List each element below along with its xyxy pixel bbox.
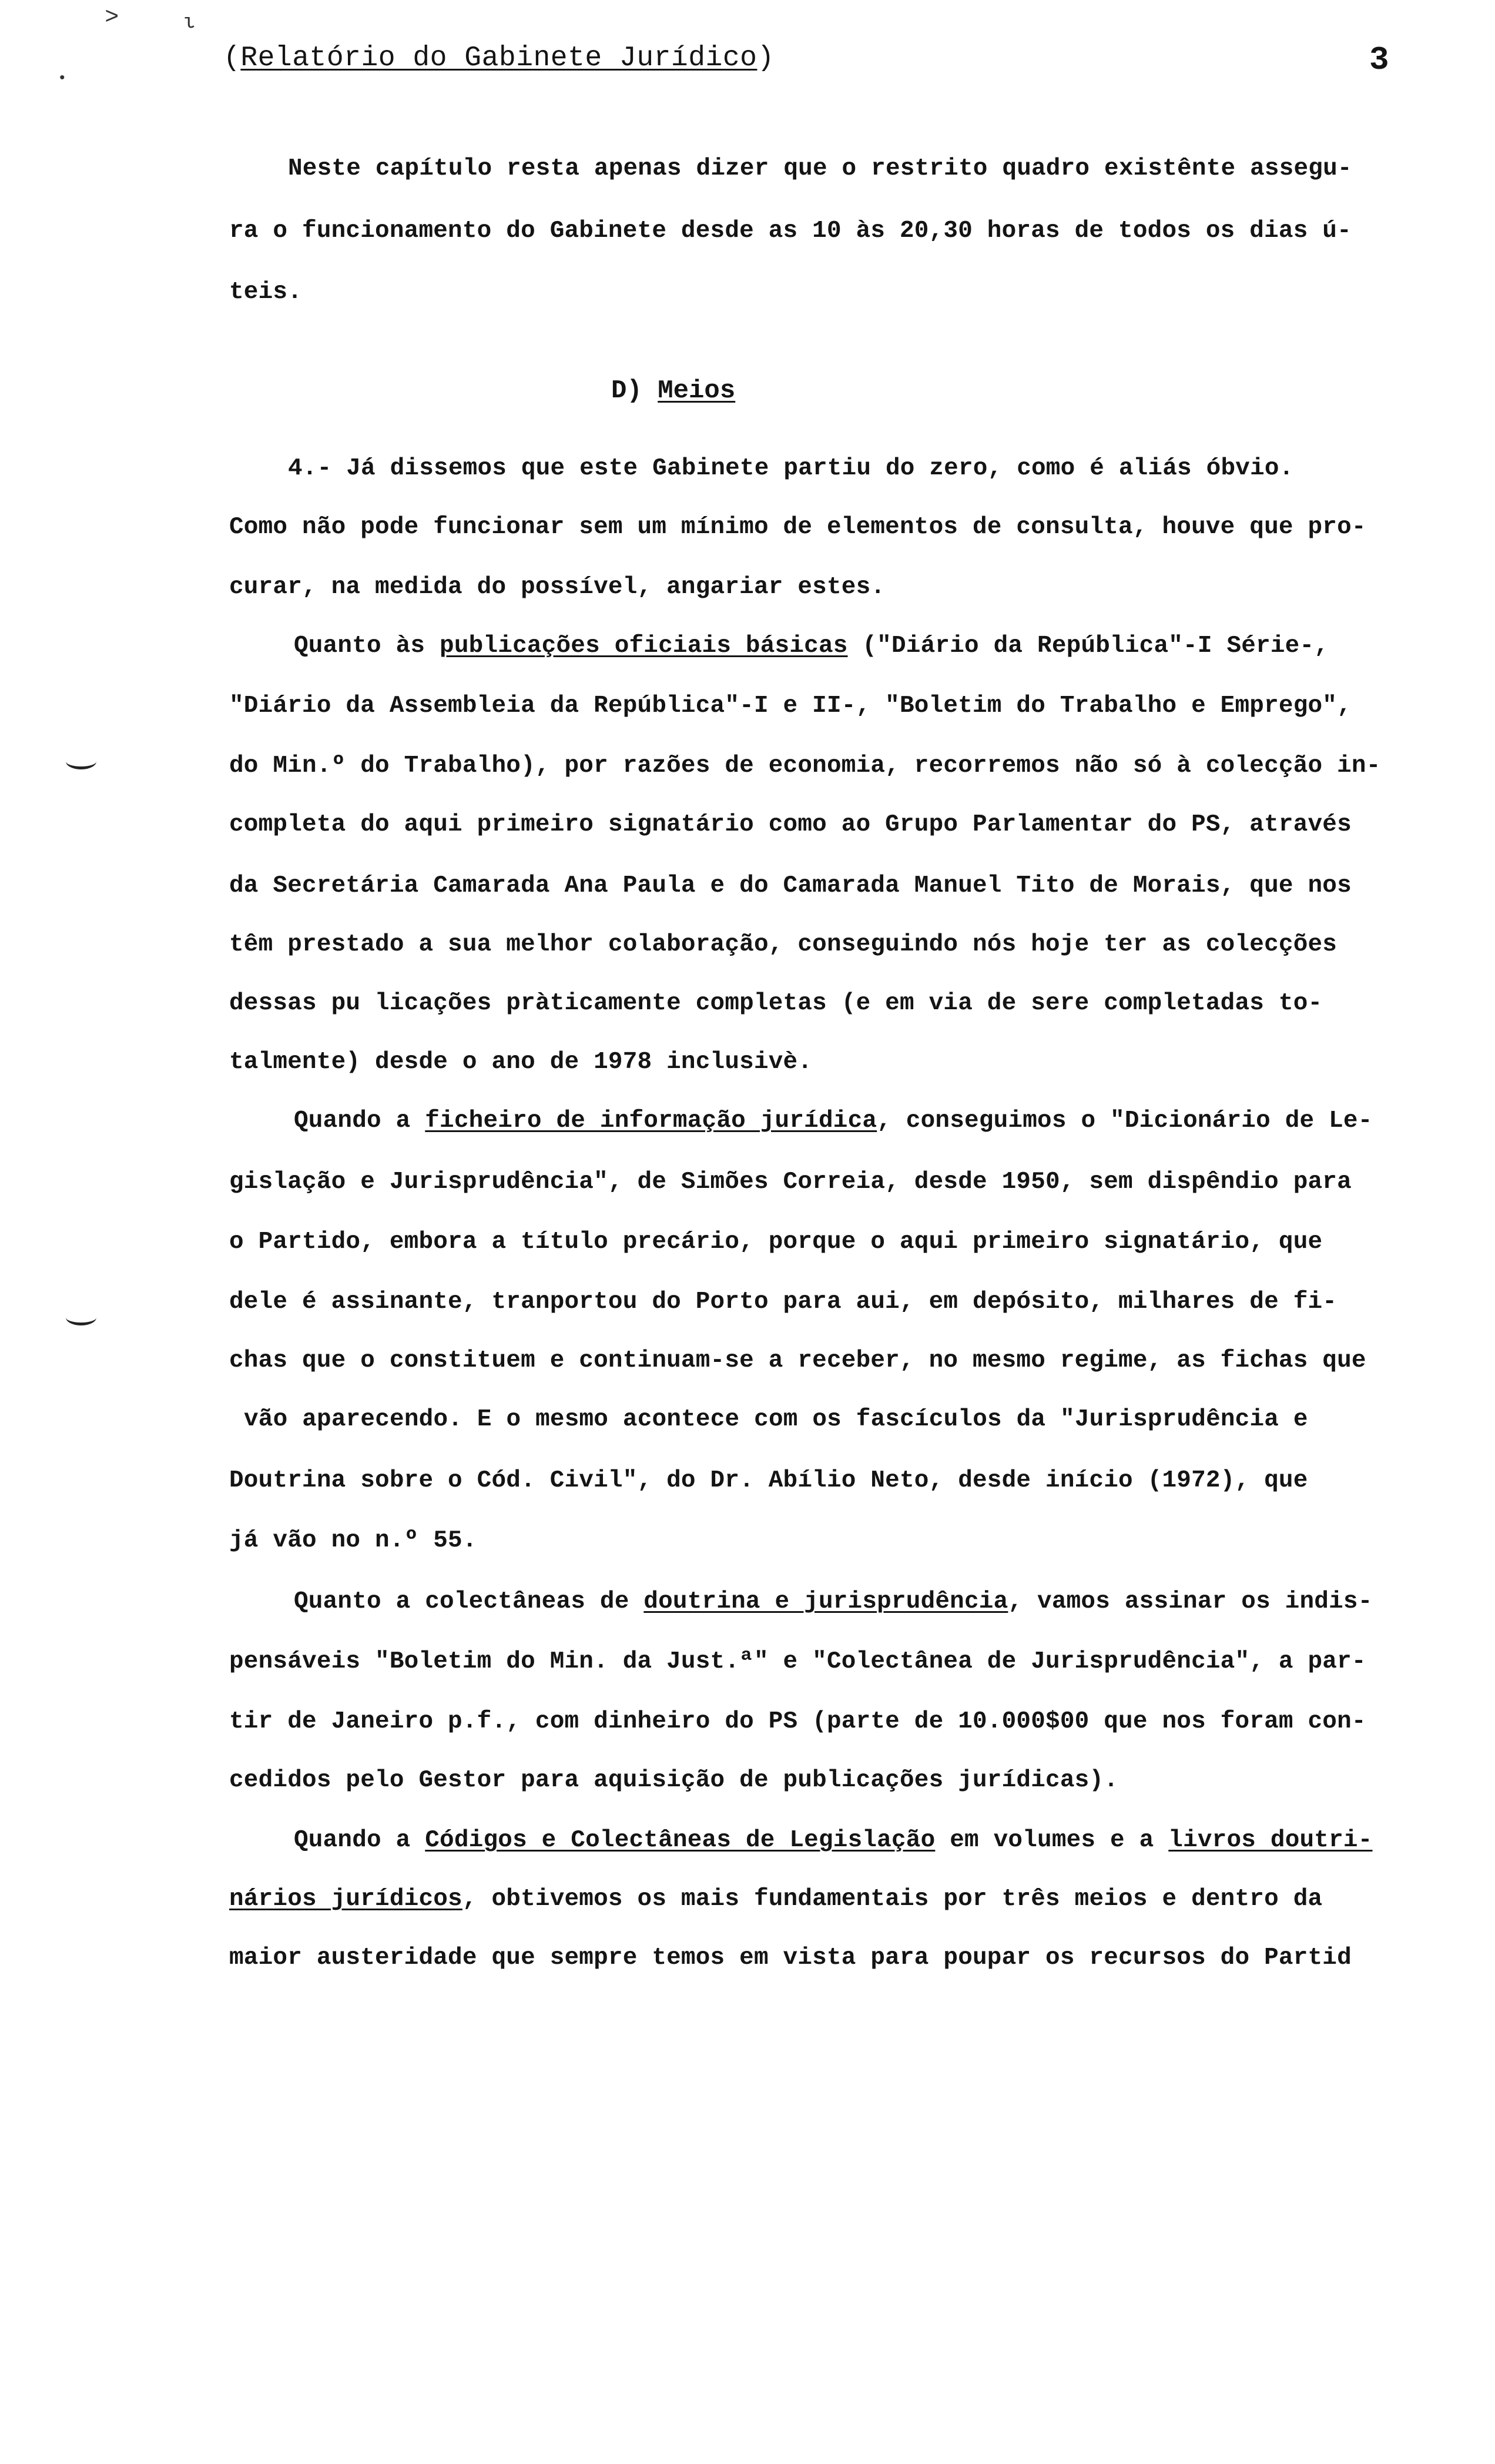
text-line: Quanto às publicações oficiais básicas ("Diário da República"-I Série-, (294, 632, 1329, 659)
text-line: nários jurídicos, obtivemos os mais fundamentais por três meios e dentro da (229, 1886, 1323, 1913)
text-line: Quando a Códigos e Colectâneas de Legislação em volumes e a livros doutri- (294, 1827, 1373, 1854)
punch-hole-mark (66, 1310, 96, 1325)
document-header: (Relatório do Gabinete Jurídico) (223, 42, 775, 74)
underlined-term: Códigos e Colectâneas de Legislação (425, 1827, 936, 1854)
underlined-term: nários jurídicos (229, 1886, 462, 1913)
underlined-term: livros doutri- (1168, 1827, 1373, 1854)
text-line: cedidos pelo Gestor para aquisição de publicações jurídicas). (229, 1767, 1119, 1794)
text-line: curar, na medida do possível, angariar estes. (229, 574, 886, 601)
text-line: gislação e Jurisprudência", de Simões Correia, desde 1950, sem dispêndio para (229, 1169, 1352, 1196)
text-line: "Diário da Assembleia da República"-I e II-, "Boletim do Trabalho e Emprego", (229, 692, 1352, 719)
text-line: talmente) desde o ano de 1978 inclusivè. (229, 1049, 813, 1076)
text-line: pensáveis "Boletim do Min. da Just.ª" e "Colectânea de Jurisprudência", a par- (229, 1648, 1366, 1675)
text-line: dele é assinante, tranportou do Porto para aui, em depósito, milhares de fi- (229, 1288, 1338, 1315)
underlined-term: doutrina e jurisprudência (643, 1588, 1008, 1615)
underlined-term: publicações oficiais básicas (440, 632, 848, 659)
text-line: Como não pode funcionar sem um mínimo de elementos de consulta, houve que pro- (229, 514, 1366, 541)
text-line: Neste capítulo resta apenas dizer que o restrito quadro existênte assegu- (288, 155, 1352, 182)
text-line: 4.- Já dissemos que este Gabinete partiu do zero, como é aliás óbvio. (288, 455, 1294, 482)
text-line: ra o funcionamento do Gabinete desde as 10 às 20,30 horas de todos os dias ú- (229, 217, 1352, 245)
text-line: teis. (229, 279, 303, 306)
section-heading: D) Meios (611, 376, 736, 406)
text-line: Quando a ficheiro de informação jurídica, conseguimos o "Dicionário de Le- (294, 1107, 1373, 1134)
text-line: Doutrina sobre o Cód. Civil", do Dr. Abílio Neto, desde início (1972), que (229, 1467, 1308, 1494)
margin-dot: • (58, 69, 67, 87)
text-line: completa do aqui primeiro signatário como ao Grupo Parlamentar do PS, através (229, 811, 1352, 838)
underlined-term: ficheiro de informação jurídica (425, 1107, 877, 1134)
margin-mark: ˃ (105, 5, 119, 31)
page-number: 3 (1369, 41, 1389, 79)
text-line: Quanto a colectâneas de doutrina e jurisprudência, vamos assinar os indis- (294, 1588, 1373, 1615)
text-line: vão aparecendo. E o mesmo acontece com os fascículos da "Jurisprudência e (244, 1406, 1308, 1433)
header-title: Relatório do Gabinete Jurídico (240, 42, 757, 74)
text-line: já vão no n.º 55. (229, 1527, 477, 1554)
punch-hole-mark (66, 754, 96, 769)
text-line: chas que o constituem e continuam-se a receber, no mesmo regime, as fichas que (229, 1347, 1366, 1374)
section-heading-title: Meios (658, 376, 736, 406)
text-line: da Secretária Camarada Ana Paula e do Camarada Manuel Tito de Morais, que nos (229, 872, 1352, 899)
text-line: têm prestado a sua melhor colaboração, conseguindo nós hoje ter as colecções (229, 931, 1338, 958)
text-line: maior austeridade que sempre temos em vista para poupar os recursos do Partid (229, 1944, 1352, 1971)
margin-mark: ι (183, 12, 196, 34)
text-line: dessas pu licações pràticamente completas (e em via de sere completadas to- (229, 990, 1323, 1017)
text-line: o Partido, embora a título precário, porque o aqui primeiro signatário, que (229, 1228, 1323, 1256)
text-line: do Min.º do Trabalho), por razões de economia, recorremos não só à colecção in- (229, 752, 1381, 779)
text-line: tir de Janeiro p.f., com dinheiro do PS (parte de 10.000$00 que nos foram con- (229, 1708, 1366, 1735)
